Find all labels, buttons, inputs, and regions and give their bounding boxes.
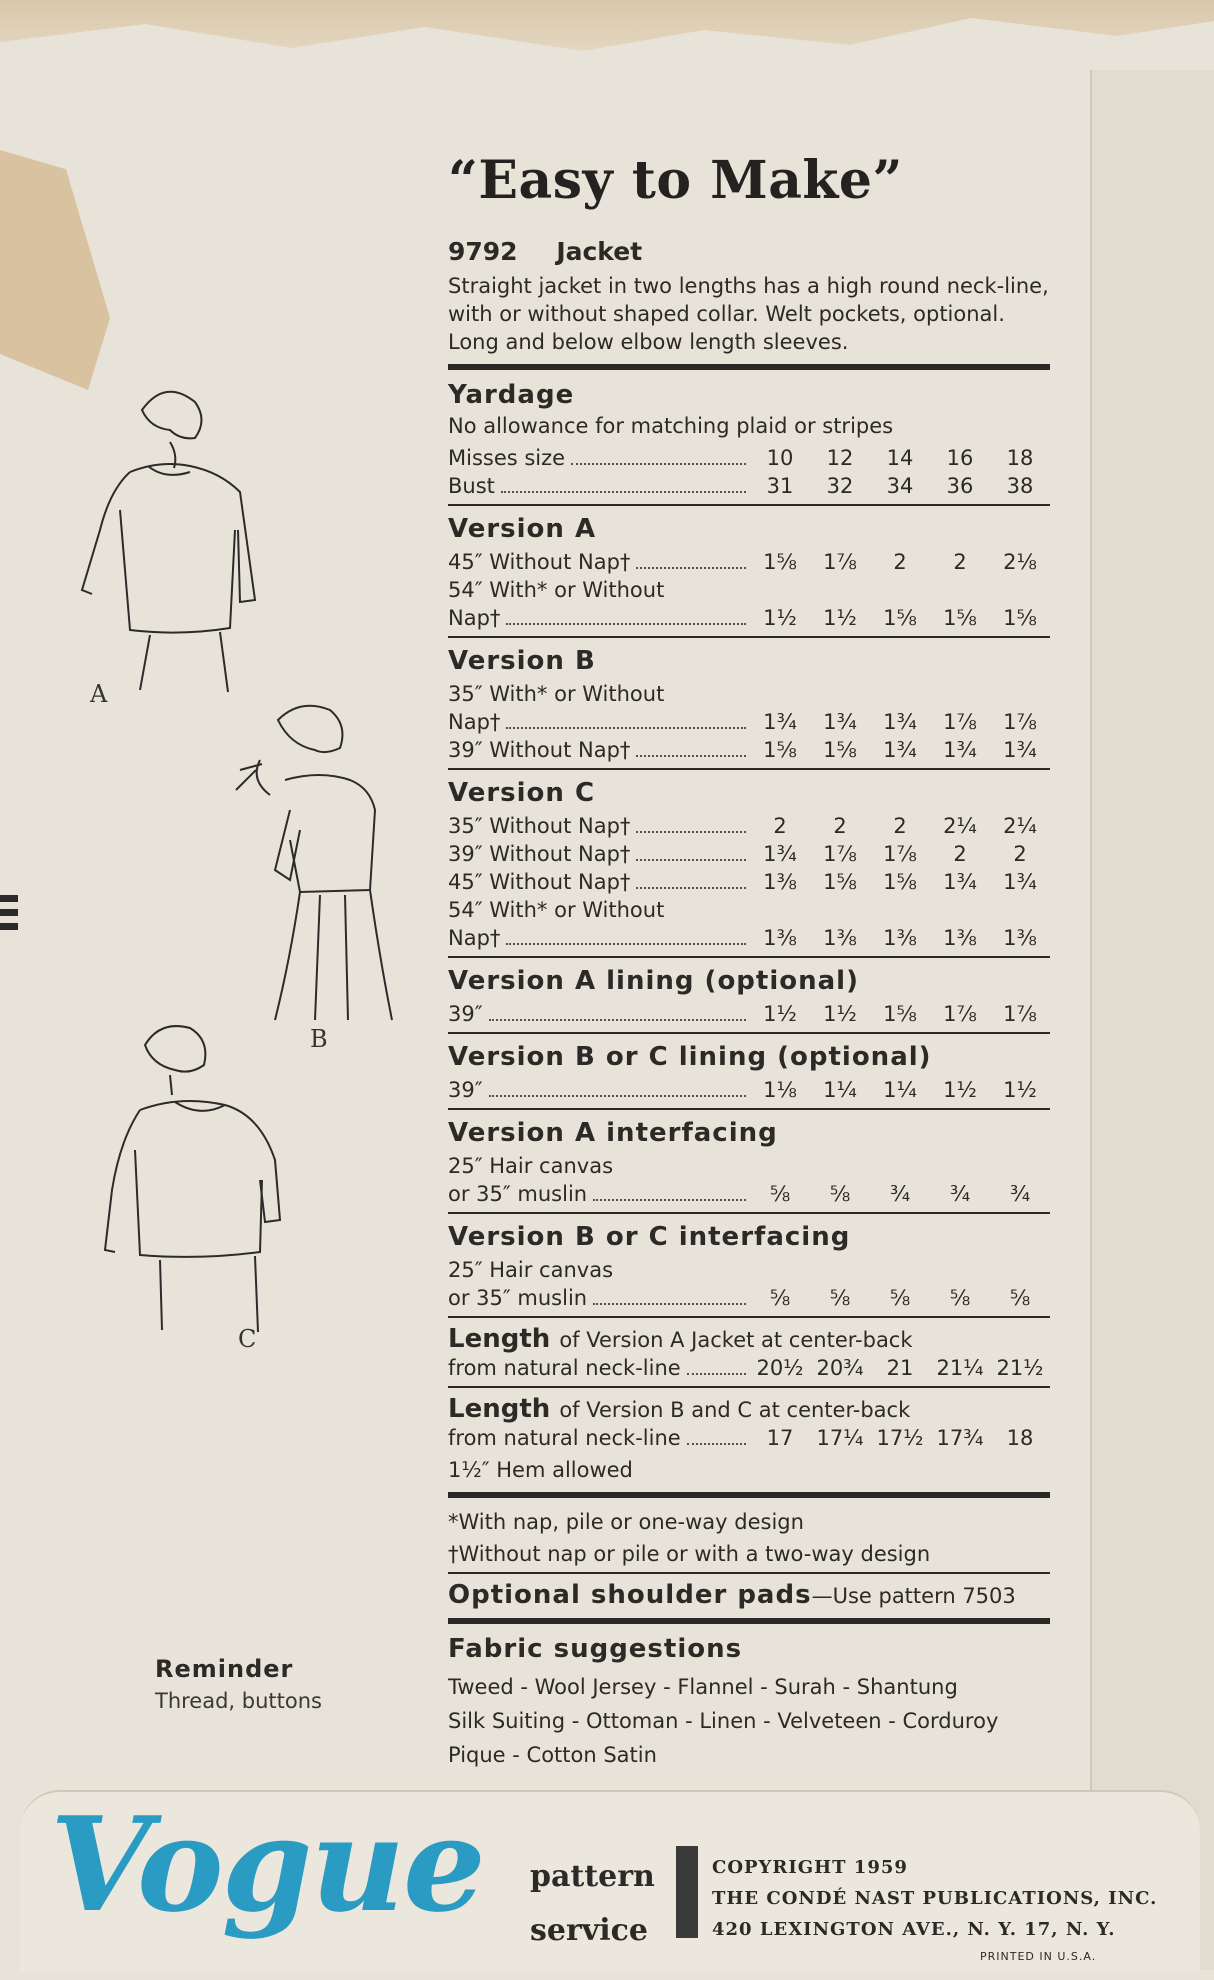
footnote-nap: *With nap, pile or one-way design [448,1510,804,1534]
yardage-value: ¾ [949,1182,971,1206]
bust-value: 34 [886,474,914,498]
section-heading: Version B [448,646,596,676]
yardage-value: 1¾ [1003,738,1037,762]
yardage-value: 2 [833,814,847,838]
torn-top-edge [0,0,1214,60]
row-values [750,924,1050,952]
yardage-value: 2 [953,842,967,866]
figure-a-label: A [90,680,108,708]
yardage-value: 1½ [1003,1078,1037,1102]
row-label: 45″ Without Nap† [448,870,631,894]
yardage-value: 1¾ [883,738,917,762]
leader-dots [506,727,746,729]
divider [448,1108,1050,1110]
leader-dots [636,755,746,757]
bust-value: 32 [826,474,854,498]
yardage-value: 1⅝ [883,606,917,630]
row-values [750,736,1050,764]
leader-dots [506,943,746,945]
leader-dots [593,1199,746,1201]
leader-dots [506,623,746,625]
yardage-value: 1⅞ [1003,710,1037,734]
shoulder-pads [448,1580,1050,1610]
yardage-value: 1¾ [1003,870,1037,894]
pattern-title [448,237,1050,266]
fabric-heading: Fabric suggestions [448,1634,743,1664]
row-values [750,812,1050,840]
bust-row [448,472,1050,500]
section-heading: Version B or C interfacing [448,1222,851,1252]
leader-dots [636,859,746,861]
yardage-value: 1⅞ [943,1002,977,1026]
reminder-heading: Reminder [155,1655,294,1683]
row-values [750,1076,1050,1104]
row-label: 35″ With* or Without [448,682,665,706]
edge-marks [0,895,20,955]
bust-value: 36 [946,474,974,498]
divider [448,1212,1050,1214]
yardage-value: 1⅝ [943,606,977,630]
yardage-value: 1¾ [943,870,977,894]
jacket-b-sketch [230,700,410,1030]
section-heading: Version A [448,514,597,544]
row-label: Nap† [448,926,501,950]
row-label: Nap† [448,606,501,630]
yardage-row [448,736,1050,764]
yardage-value: 2 [893,550,907,574]
yardage-value: ¾ [889,1182,911,1206]
yardage-sections [448,514,1050,1318]
bust-value: 31 [766,474,794,498]
divider [448,768,1050,770]
length-value: 17¼ [816,1426,864,1450]
yardage-value: 1½ [823,606,857,630]
length-bc-row [448,1424,1050,1452]
row-label: 35″ Without Nap† [448,814,631,838]
yardage-value: 1¾ [763,842,797,866]
yardage-value: 1⅞ [1003,1002,1037,1026]
row-label: 39″ [448,1002,483,1026]
leader-dots [489,1095,746,1097]
yardage-value: 1½ [763,1002,797,1026]
row-values [750,548,1050,576]
yardage-row [448,708,1050,736]
length-bc-label: from natural neck-line [448,1426,681,1450]
row-label: or 35″ muslin [448,1182,588,1206]
yardage-value: 2⅛ [1003,550,1037,574]
yardage-value: 2 [1013,842,1027,866]
divider [448,1316,1050,1318]
yardage-value: 1⅝ [883,1002,917,1026]
pattern-number: 9792 [448,237,518,266]
row-label: 54″ With* or Without [448,578,665,602]
row-values [750,1284,1050,1312]
yardage-value: 1⅞ [943,710,977,734]
vogue-logo [50,1788,484,1941]
length-a-subtitle: of Version A Jacket at center-back [559,1328,913,1352]
yardage-value: 1¼ [823,1078,857,1102]
vertical-bar [676,1846,698,1938]
yardage-value: 1⅝ [1003,606,1037,630]
yardage-value: 1⅝ [763,738,797,762]
address-line: 420 LEXINGTON AVE., N. Y. 17, N. Y. [712,1919,1116,1940]
yardage-value: 1½ [763,606,797,630]
fabric-line: Tweed - Wool Jersey - Flannel - Surah - Shantung [448,1675,958,1699]
yardage-row [448,868,1050,896]
yardage-row [448,1152,1050,1180]
size-value: 12 [826,446,854,470]
divider [448,1492,1050,1498]
yardage-value: 1¾ [943,738,977,762]
yardage-value: ⅝ [829,1286,851,1310]
fabric-line: Silk Suiting - Ottoman - Linen - Velveteen - Corduroy [448,1709,999,1733]
size-value: 16 [946,446,974,470]
divider [448,1618,1050,1624]
divider [448,636,1050,638]
reminder-text: Thread, buttons [155,1689,322,1713]
leader-dots [501,491,746,493]
fabric-list [448,1670,1050,1772]
yardage-value: 1⅜ [883,926,917,950]
pattern-details [448,150,1050,1778]
divider [448,364,1050,370]
bust-value: 38 [1006,474,1034,498]
sizes-row [448,444,1050,472]
logo-text: Vogue [50,1788,484,1941]
yardage-value: 1⅝ [823,738,857,762]
row-values [750,868,1050,896]
yardage-value: 1½ [823,1002,857,1026]
shoulder-sub: —Use pattern 7503 [811,1584,1016,1608]
figure-b-label: B [310,1025,328,1053]
length-value: 21¼ [936,1356,984,1380]
yardage-value: 1⅜ [763,926,797,950]
fabric-line: Pique - Cotton Satin [448,1743,657,1767]
pattern-service [530,1850,655,1958]
pattern-name: Jacket [556,237,643,266]
yardage-value: 1⅝ [823,870,857,894]
divider [448,1386,1050,1388]
row-label: or 35″ muslin [448,1286,588,1310]
yardage-value: ⅝ [889,1286,911,1310]
yardage-value: ⅝ [949,1286,971,1310]
service-line2: service [530,1913,648,1948]
row-label: Nap† [448,710,501,734]
yardage-value: ¾ [1009,1182,1031,1206]
yardage-heading: Yardage [448,380,575,410]
section-heading: Version C [448,778,596,808]
yardage-value: 2 [953,550,967,574]
row-label: 39″ Without Nap† [448,842,631,866]
yardage-value: 1⅞ [823,550,857,574]
yardage-value: 1¾ [823,710,857,734]
publisher-line: THE CONDÉ NAST PUBLICATIONS, INC. [712,1888,1158,1909]
section-heading: Version B or C lining (optional) [448,1042,932,1072]
length-value: 17½ [876,1426,924,1450]
reminder [155,1655,322,1713]
yardage-row [448,840,1050,868]
length-a-row [448,1354,1050,1382]
yardage-row [448,812,1050,840]
jacket-a-sketch [70,380,280,700]
length-a-label: from natural neck-line [448,1356,681,1380]
yardage-value: 2¼ [943,814,977,838]
row-label: 45″ Without Nap† [448,550,631,574]
length-a-values [750,1354,1050,1382]
figure-b-illustration [230,700,410,1053]
yardage-value: 1⅜ [823,926,857,950]
section-heading: Version A interfacing [448,1118,778,1148]
length-bc-subtitle: of Version B and C at center-back [559,1398,911,1422]
yardage-row [448,548,1050,576]
divider [448,504,1050,506]
leader-dots [636,567,746,569]
row-label: 39″ Without Nap† [448,738,631,762]
length-value: 20½ [756,1356,804,1380]
figure-c-label: C [238,1325,257,1353]
length-value: 17 [766,1426,794,1450]
length-value: 20¾ [816,1356,864,1380]
row-label: 39″ [448,1078,483,1102]
length-value: 18 [1006,1426,1034,1450]
size-value: 18 [1006,446,1034,470]
length-a-heading [448,1324,1050,1354]
side-flap [1090,70,1214,1970]
leader-dots [636,831,746,833]
yardage-value: 1⅜ [943,926,977,950]
row-values [750,1000,1050,1028]
yardage-value: 1⅝ [763,550,797,574]
length-bc-values [750,1424,1050,1452]
yardage-value: 1⅜ [1003,926,1037,950]
printed-in-usa: PRINTED IN U.S.A. [980,1950,1097,1963]
row-values [750,708,1050,736]
yardage-row [448,1180,1050,1208]
yardage-value: 1⅞ [883,842,917,866]
yardage-value: 1⅜ [763,870,797,894]
size-value: 10 [766,446,794,470]
sizes-values [750,444,1050,472]
shoulder-heading: Optional shoulder pads [448,1580,812,1610]
row-values [750,604,1050,632]
length-bc-heading [448,1394,1050,1424]
section-heading: Version A lining (optional) [448,966,859,996]
length-value: 21½ [996,1356,1044,1380]
divider [448,1032,1050,1034]
hem-note: 1½″ Hem allowed [448,1458,633,1482]
torn-left-corner [0,150,110,390]
leader-dots [571,463,746,465]
yardage-value: ⅝ [1009,1286,1031,1310]
copyright-block [712,1852,1157,1945]
yardage-value: 1¾ [883,710,917,734]
yardage-value: ⅝ [769,1286,791,1310]
yardage-note: No allowance for matching plaid or stripes [448,414,894,438]
yardage-value: 1¼ [883,1078,917,1102]
figure-a-illustration [70,380,280,708]
yardage-value: 1⅝ [883,870,917,894]
yardage-value: 1⅛ [763,1078,797,1102]
yardage-row [448,680,1050,708]
pattern-description: Straight jacket in two lengths has a high round neck-line, with or without shaped collar. Welt pockets, optional. Long and below elbow length sleeves. [448,274,1049,354]
length-value: 17¾ [936,1426,984,1450]
yardage-value: 1½ [943,1078,977,1102]
row-values [750,840,1050,868]
yardage-row [448,604,1050,632]
leader-dots [636,887,746,889]
sizes-label: Misses size [448,446,566,470]
yardage-value: 2 [773,814,787,838]
leader-dots [489,1019,746,1021]
size-value: 14 [886,446,914,470]
yardage-row [448,1284,1050,1312]
yardage-row [448,1076,1050,1104]
bust-label: Bust [448,474,495,498]
yardage-row [448,1000,1050,1028]
yardage-row [448,896,1050,924]
copyright-line: COPYRIGHT 1959 [712,1857,908,1878]
figure-c-illustration [100,1020,300,1360]
yardage-value: ⅝ [769,1182,791,1206]
yardage-row [448,924,1050,952]
length-a-title: Length [448,1324,551,1354]
yardage-row [448,576,1050,604]
yardage-value: ⅝ [829,1182,851,1206]
yardage-row [448,1256,1050,1284]
divider [448,956,1050,958]
yardage-value: 1⅞ [823,842,857,866]
divider [448,1572,1050,1574]
length-value: 21 [886,1356,914,1380]
footnote-without-nap: †Without nap or pile or with a two-way design [448,1542,931,1566]
row-label: 54″ With* or Without [448,898,665,922]
row-label: 25″ Hair canvas [448,1258,614,1282]
leader-dots [687,1373,746,1375]
row-label: 25″ Hair canvas [448,1154,614,1178]
headline: “Easy to Make” [448,150,903,211]
row-values [750,1180,1050,1208]
yardage-value: 2¼ [1003,814,1037,838]
service-line1: pattern [530,1859,655,1894]
leader-dots [593,1303,746,1305]
leader-dots [687,1443,746,1445]
yardage-value: 2 [893,814,907,838]
bust-values [750,472,1050,500]
yardage-value: 1¾ [763,710,797,734]
length-bc-title: Length [448,1394,551,1424]
jacket-c-sketch [100,1020,300,1340]
